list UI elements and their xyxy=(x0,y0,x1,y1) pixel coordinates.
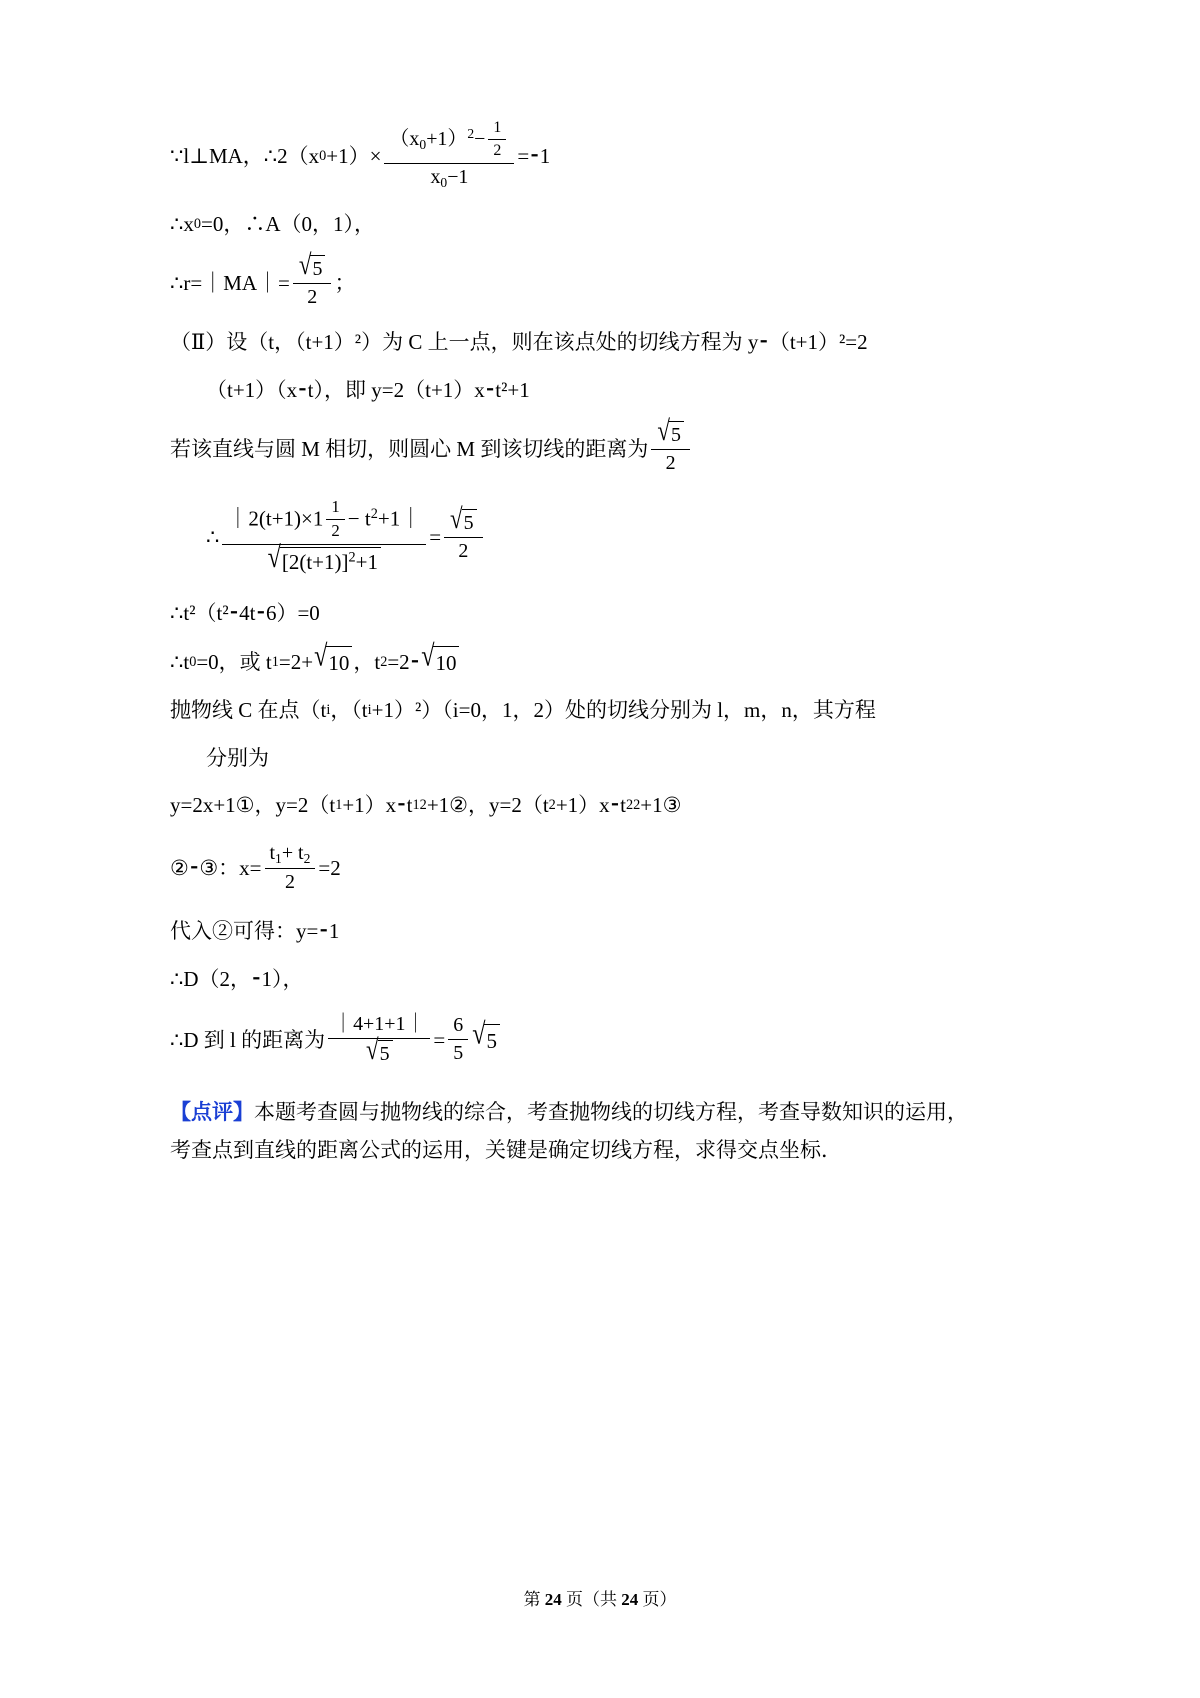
superscript: 2 xyxy=(419,797,427,814)
text-run: =2⁃ xyxy=(387,649,421,674)
step-distance-D-to-l xyxy=(170,1013,970,1068)
step-roots xyxy=(170,638,970,680)
subscript: 1 xyxy=(275,850,282,866)
math-expression xyxy=(170,120,550,193)
step-point-D xyxy=(170,964,970,996)
square-root xyxy=(314,638,352,680)
text-run: ∴t xyxy=(170,649,190,674)
fraction-denominator: 5 xyxy=(453,1042,464,1065)
fraction-denominator: 2 xyxy=(458,540,469,563)
step-tangent-lines-intro xyxy=(170,695,970,727)
subscript: 0 xyxy=(319,147,327,164)
text-run: ，（t xyxy=(330,698,368,723)
square-root xyxy=(421,638,459,680)
text-run: （Ⅱ）设（t，（t+1）²）为 C 上一点，则在该点处的切线方程为 y⁃（t+1）²=2 xyxy=(170,330,868,354)
radical-sign: √ xyxy=(421,638,435,673)
subscript: i xyxy=(367,702,372,719)
fraction-numerator: 1 xyxy=(326,497,344,520)
fraction-numerator xyxy=(384,119,514,164)
step-three-equations xyxy=(170,790,970,822)
nested-fraction xyxy=(326,497,344,542)
text-run: =⁃1 xyxy=(517,143,551,168)
text-run: t xyxy=(269,841,276,864)
minus-sign: − xyxy=(474,128,486,151)
fraction-numerator xyxy=(651,415,690,450)
text-run: +1 xyxy=(355,549,378,574)
step-distance-condition xyxy=(170,415,970,477)
equals-sign: = xyxy=(429,524,442,549)
text-run: ∴r=｜MA｜= xyxy=(170,270,290,295)
step-radius xyxy=(170,249,970,311)
text-run: +1｜ xyxy=(377,506,422,531)
text-run: =2+ xyxy=(278,649,314,674)
comment-body: 本题考查圆与抛物线的综合，考查抛物线的切线方程，考查导数知识的运用，考查点到直线的距离公式的运用，关键是确定切线方程，求得交点坐标． xyxy=(170,1100,968,1163)
fraction xyxy=(651,415,690,476)
fraction-denominator: 2 xyxy=(665,451,676,474)
subscript: 1 xyxy=(412,797,420,814)
square-root xyxy=(657,415,684,448)
text-run: x xyxy=(430,165,441,188)
subscript: i xyxy=(326,702,331,719)
fraction-denominator: 2 xyxy=(493,141,502,159)
square-root xyxy=(267,540,381,575)
radical-sign: √ xyxy=(657,415,670,447)
fraction-numerator: 6 xyxy=(448,1013,468,1040)
radicand: 5 xyxy=(484,1024,500,1058)
text-run: ，t xyxy=(353,649,381,674)
fraction-numerator: ｜4+1+1｜ xyxy=(328,1012,430,1039)
text-run: − t xyxy=(347,506,371,531)
subscript: 2 xyxy=(626,797,634,814)
text-run: −1 xyxy=(447,165,469,188)
text-run: ②⁃③：x= xyxy=(170,856,262,881)
step-solve-intersection xyxy=(170,842,970,897)
radicand: 10 xyxy=(326,646,352,680)
fraction xyxy=(222,498,426,575)
text-run: +1）x⁃t xyxy=(555,793,626,818)
comment-section xyxy=(170,1094,970,1170)
text-run: （t+1）（x⁃t），即 y=2（t+1）x⁃t²+1 xyxy=(206,377,530,402)
text-run: y=2x+1①，y=2（t xyxy=(170,793,336,818)
subscript: 2 xyxy=(303,850,311,866)
footer-suffix: 页） xyxy=(642,1590,677,1609)
text-run: ∴x xyxy=(170,211,194,236)
radical-sign: √ xyxy=(365,1034,379,1066)
fraction xyxy=(293,249,332,310)
radicand: 5 xyxy=(669,421,684,448)
subscript: 0 xyxy=(189,653,197,670)
step-distance-formula xyxy=(206,496,970,576)
superscript: 2 xyxy=(467,125,475,141)
radicand: 5 xyxy=(310,255,325,282)
fraction xyxy=(444,503,483,564)
text-run: 代入②可得：y=⁃1 xyxy=(170,919,340,944)
radicand: 5 xyxy=(462,509,477,536)
fraction-denominator xyxy=(262,540,387,575)
text-run: ｜2(t+1)×1 xyxy=(227,506,324,531)
footer-prefix: 第 xyxy=(523,1590,541,1609)
document-content xyxy=(170,120,970,1170)
fraction xyxy=(328,1012,430,1067)
subscript: 0 xyxy=(440,174,448,190)
radicand xyxy=(280,547,381,575)
radical-sign: √ xyxy=(267,540,281,575)
step-perpendicular-condition xyxy=(170,120,970,193)
radical-sign: √ xyxy=(314,638,328,673)
footer-total-pages: 24 xyxy=(621,1590,639,1609)
footer-middle: 页（共 xyxy=(566,1590,617,1609)
radicand: 10 xyxy=(433,646,459,680)
square-root xyxy=(472,1017,500,1058)
subscript: 1 xyxy=(271,653,279,670)
footer-page-number: 24 xyxy=(544,1590,562,1609)
text-run: +1③ xyxy=(640,793,682,818)
text-run: [2(t+1)] xyxy=(281,549,349,574)
page-footer xyxy=(0,1585,1200,1610)
square-root xyxy=(365,1034,393,1067)
superscript: 2 xyxy=(370,505,378,522)
step-factored-equation xyxy=(170,598,970,630)
step-tangent-lines-intro-cont xyxy=(206,743,970,775)
radical-sign: √ xyxy=(472,1017,486,1052)
radical-sign: √ xyxy=(450,503,463,535)
text-run: + t xyxy=(281,841,304,864)
text-run: ∴D 到 l 的距离为 xyxy=(170,1028,326,1053)
fraction xyxy=(265,841,316,896)
fraction-denominator xyxy=(360,1034,399,1067)
text-run: =0，或 t xyxy=(196,649,272,674)
text-run: ∴ xyxy=(206,524,220,549)
subscript: 2 xyxy=(380,653,388,670)
text-run: 若该直线与圆 M 相切，则圆心 M 到该切线的距离为 xyxy=(170,436,649,461)
text-run: +1）x⁃t xyxy=(342,793,413,818)
superscript: 2 xyxy=(633,797,641,814)
text-run: （x xyxy=(389,128,420,151)
step-part-II-tangent xyxy=(170,327,970,359)
fraction xyxy=(384,119,514,192)
subscript: 0 xyxy=(193,215,202,232)
text-run: ∵l⊥MA，∴2（x xyxy=(170,143,320,168)
text-run: +1） xyxy=(426,128,468,151)
superscript: 2 xyxy=(348,549,356,566)
step-tangent-simplified xyxy=(206,375,970,407)
fraction-numerator xyxy=(265,841,316,870)
square-root xyxy=(450,503,477,536)
step-x0-and-A xyxy=(170,209,970,241)
text-run: 抛物线 C 在点（t xyxy=(170,698,327,723)
subscript: 2 xyxy=(548,797,556,814)
text-run: 分别为 xyxy=(206,745,269,770)
radical-sign: √ xyxy=(298,249,312,281)
fraction-denominator: 2 xyxy=(331,520,340,540)
text-run: =2 xyxy=(318,856,341,881)
subscript: 1 xyxy=(335,797,343,814)
radicand: 5 xyxy=(378,1040,393,1067)
fraction-numerator xyxy=(222,498,426,545)
comment-label: 【点评】 xyxy=(170,1100,254,1125)
fraction-numerator xyxy=(293,249,332,284)
text-run: +1）× xyxy=(326,143,382,168)
square-root xyxy=(298,249,326,282)
fraction-denominator: 2 xyxy=(284,871,295,894)
equals-sign: = xyxy=(433,1028,446,1053)
text-run: ∴t²（t²⁃4t⁃6）=0 xyxy=(170,601,320,626)
text-run: ； xyxy=(334,270,356,295)
fraction-denominator xyxy=(425,164,473,192)
fraction-numerator: 1 xyxy=(488,118,506,140)
text-run: =0，∴A（0，1）， xyxy=(201,211,376,236)
nested-fraction xyxy=(488,118,506,161)
text-run: +1②，y=2（t xyxy=(426,793,549,818)
subscript: 0 xyxy=(419,136,427,152)
fraction xyxy=(448,1013,468,1066)
fraction-numerator xyxy=(444,503,483,538)
step-substitute xyxy=(170,916,970,948)
text-run: ∴D（2，⁃1）， xyxy=(170,966,304,991)
fraction-denominator: 2 xyxy=(307,286,318,309)
text-run: +1）²）（i=0，1，2）处的切线分别为 l，m，n，其方程 xyxy=(371,698,876,723)
